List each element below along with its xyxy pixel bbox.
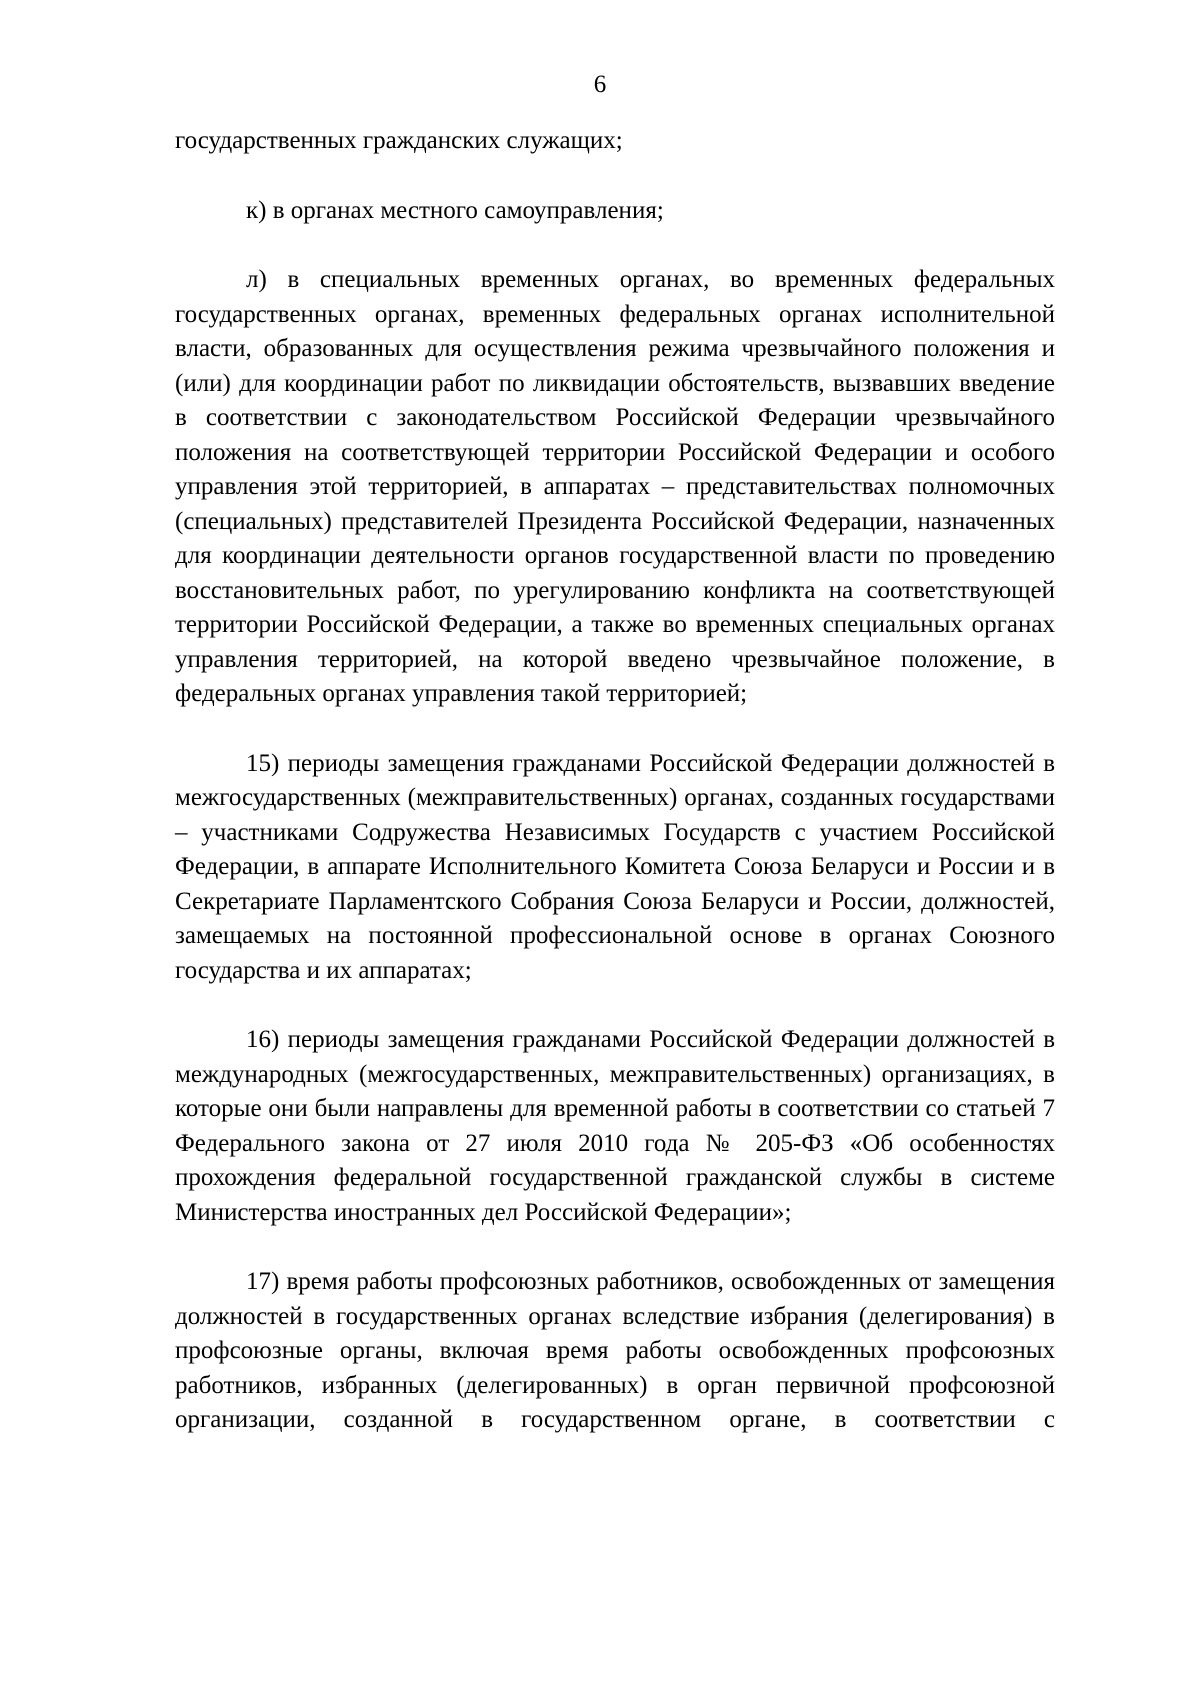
paragraph-item-l: л) в специальных временных органах, во временных федеральных государственных органах, временных федеральных органах исполнительной власти, образованных для осуществления режима чрезвычайного положения и (или) для координации работ по ликвидации обстоятельств, вызвавших введение в соответствии с законодательством Российской Федерации чрезвычайного положения на соответствующей территории Российской Федерации и особого управления этой территорией, в аппаратах – представительствах полномочных (специальных) представителей Президента Российской Федерации, назначенных для координации деятельности органов государственной власти по проведению восстановительных работ, по урегулированию конфликта на соответствующей территории Российской Федерации, а также во временных специальных органах управления территорией, на которой введено чрезвычайное положение, в федеральных органах управления такой территорией; (175, 266, 1055, 707)
paragraph-item-k: к) в органах местного самоуправления; (246, 196, 664, 224)
document-body (175, 124, 1055, 1473)
page-number: 6 (593, 71, 607, 98)
paragraph-item-16: 16) периоды замещения гражданами Российской Федерации должностей в международных (межгосударственных, межправительственных) организациях, в которые они были направлены для временной работы в соответствии со статьей 7 Федерального закона от 27 июля 2010 года № 205-ФЗ «Об особенностях прохождения федеральной государственной гражданской службы в системе Министерства иностранных дел Российской Федерации»; (175, 1026, 1055, 1226)
paragraph-item-17: 17) время работы профсоюзных работников, освобожденных от замещения должностей в государственных органах вследствие избрания (делегирования) в профсоюзные органы, включая время работы освобожденных профсоюзных работников, избранных (делегированных) в орган первичной профсоюзной организации, созданной в государственном органе, в соответствии с (175, 1268, 1055, 1433)
paragraph-item-15: 15) периоды замещения гражданами Российской Федерации должностей в межгосударственных (межправительственных) органах, созданных государствами – участниками Содружества Независимых Государств с участием Российской Федерации, в аппарате Исполнительного Комитета Союза Беларуси и России и в Секретариате Парламентского Собрания Союза Беларуси и России, должностей, замещаемых на постоянной профессиональной основе в органах Союзного государства и их аппаратах; (175, 749, 1055, 984)
paragraph-continuation: государственных гражданских служащих; (175, 127, 623, 154)
